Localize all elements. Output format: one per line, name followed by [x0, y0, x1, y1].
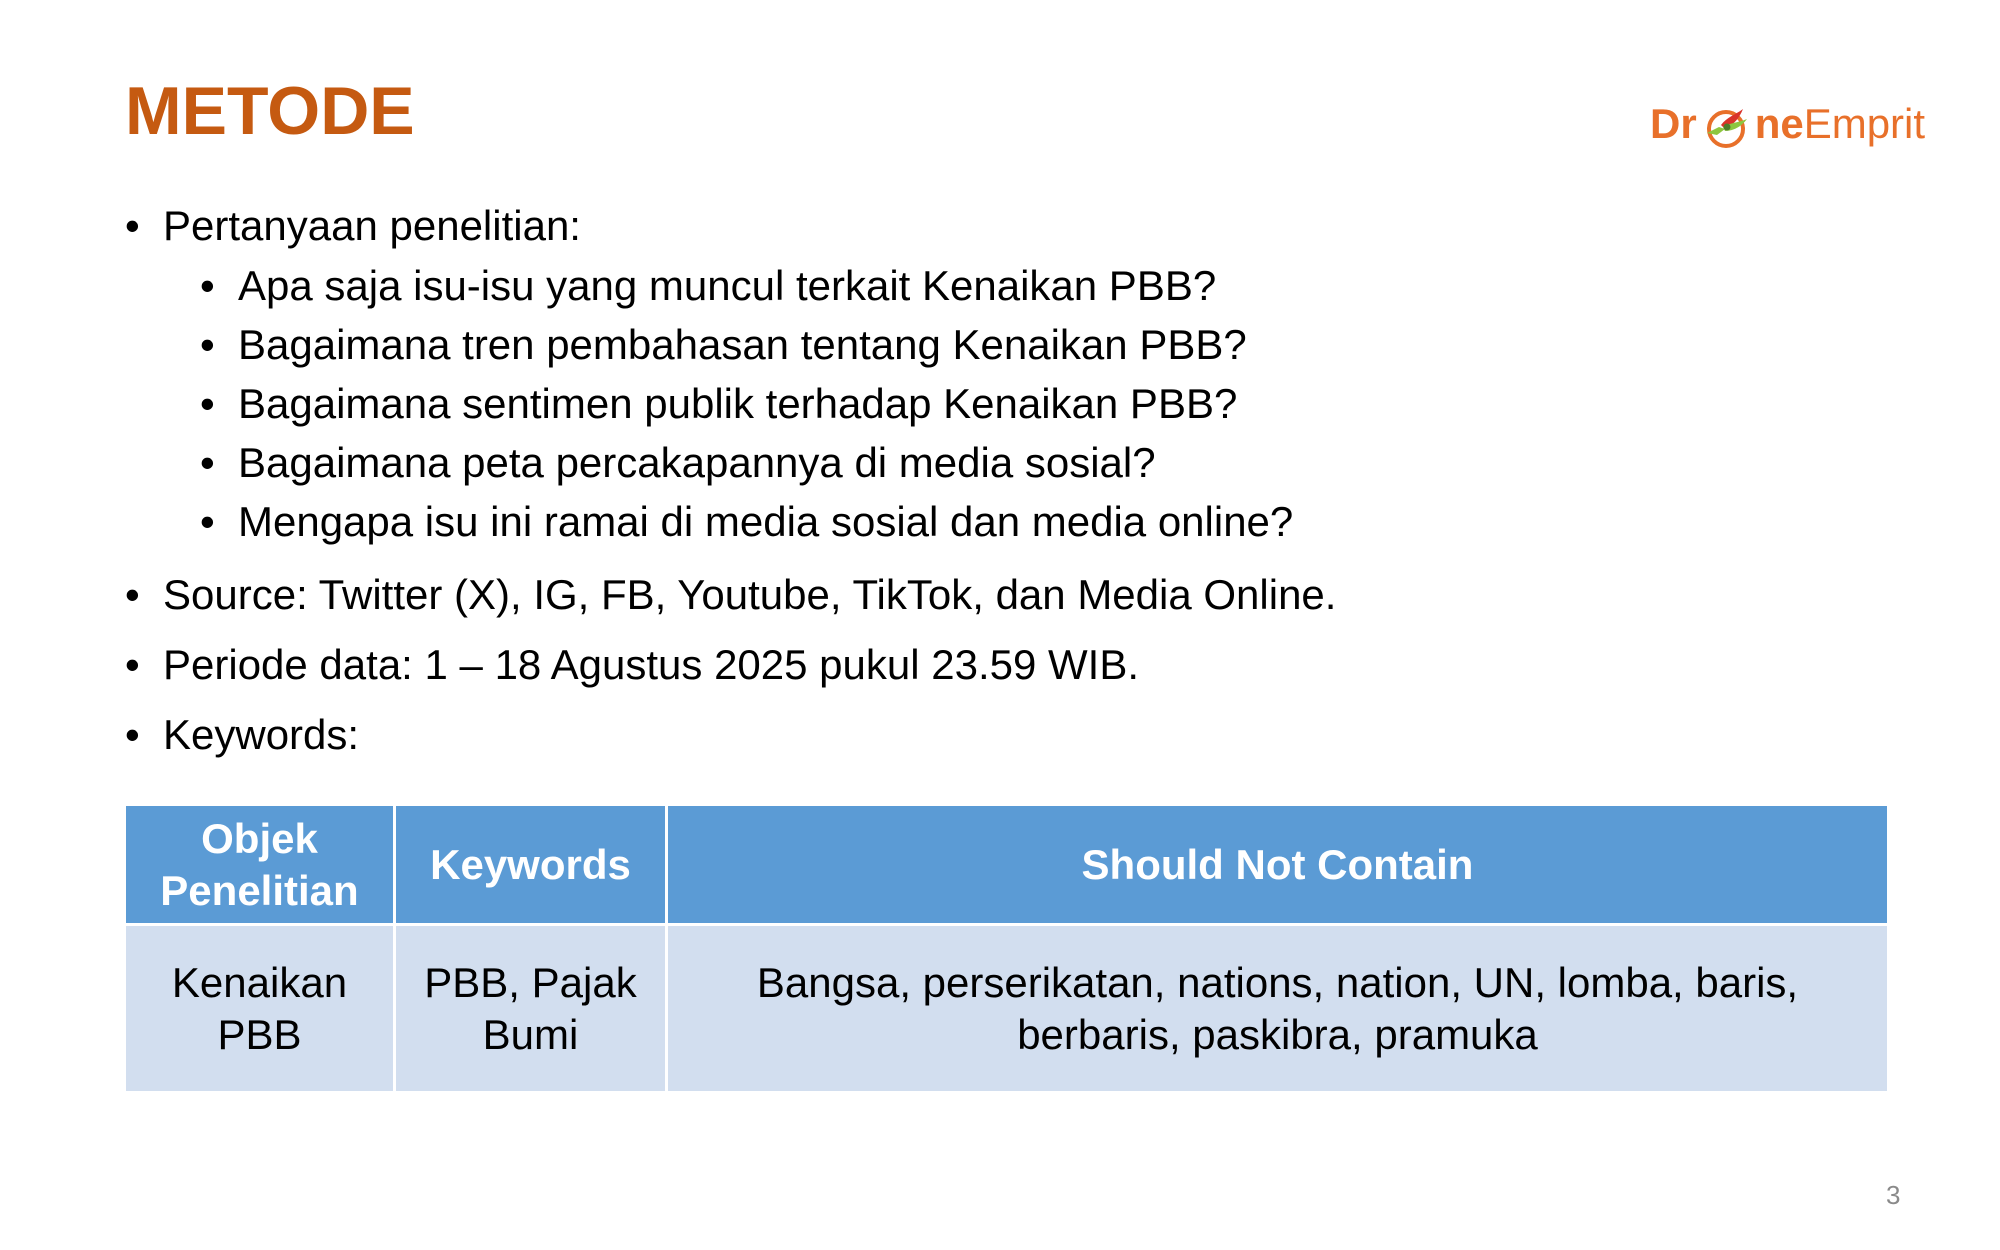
- bullet-keywords: • Keywords:: [125, 709, 1925, 761]
- table-header-row: [125, 805, 1889, 925]
- drone-emprit-logo: [1650, 86, 1930, 166]
- research-question-list: [125, 256, 1925, 551]
- header-should-not-contain: Should Not Contain: [667, 805, 1889, 925]
- cell-keywords: PBB, Pajak Bumi: [395, 925, 667, 1093]
- keywords-table: [123, 803, 1890, 1094]
- slide-content: [125, 200, 1925, 761]
- logo-text: [1650, 100, 1925, 149]
- page-number: 3: [1886, 1180, 1901, 1210]
- research-question-4: • Bagaimana peta percakapannya di media sosial?: [125, 433, 1925, 492]
- header-keywords: Keywords: [395, 805, 667, 925]
- bullet-source: • Source: Twitter (X), IG, FB, Youtube, TikTok, dan Media Online.: [125, 569, 1925, 621]
- logo-text-part-2: ne: [1754, 100, 1804, 147]
- research-question-2: • Bagaimana tren pembahasan tentang Kenaikan PBB?: [125, 315, 1925, 374]
- bird-logo-icon: [1697, 105, 1755, 149]
- cell-objek: Kenaikan PBB: [125, 925, 395, 1093]
- cell-should-not-contain: Bangsa, perserikatan, nations, nation, UN, lomba, baris, berbaris, paskibra, pramuka: [667, 925, 1889, 1093]
- table-row: [125, 925, 1889, 1093]
- logo-text-part-1: Dr: [1650, 100, 1697, 147]
- research-question-5: • Mengapa isu ini ramai di media sosial dan media online?: [125, 492, 1925, 551]
- header-objek-penelitian: Objek Penelitian: [125, 805, 395, 925]
- bullet-research-questions: • Pertanyaan penelitian:: [125, 200, 1925, 252]
- bullet-period: • Periode data: 1 – 18 Agustus 2025 pukul 23.59 WIB.: [125, 639, 1925, 691]
- slide-title: METODE: [125, 73, 415, 149]
- research-question-1: • Apa saja isu-isu yang muncul terkait Kenaikan PBB?: [125, 256, 1925, 315]
- research-question-3: • Bagaimana sentimen publik terhadap Kenaikan PBB?: [125, 374, 1925, 433]
- logo-text-part-3: Emprit: [1803, 100, 1926, 147]
